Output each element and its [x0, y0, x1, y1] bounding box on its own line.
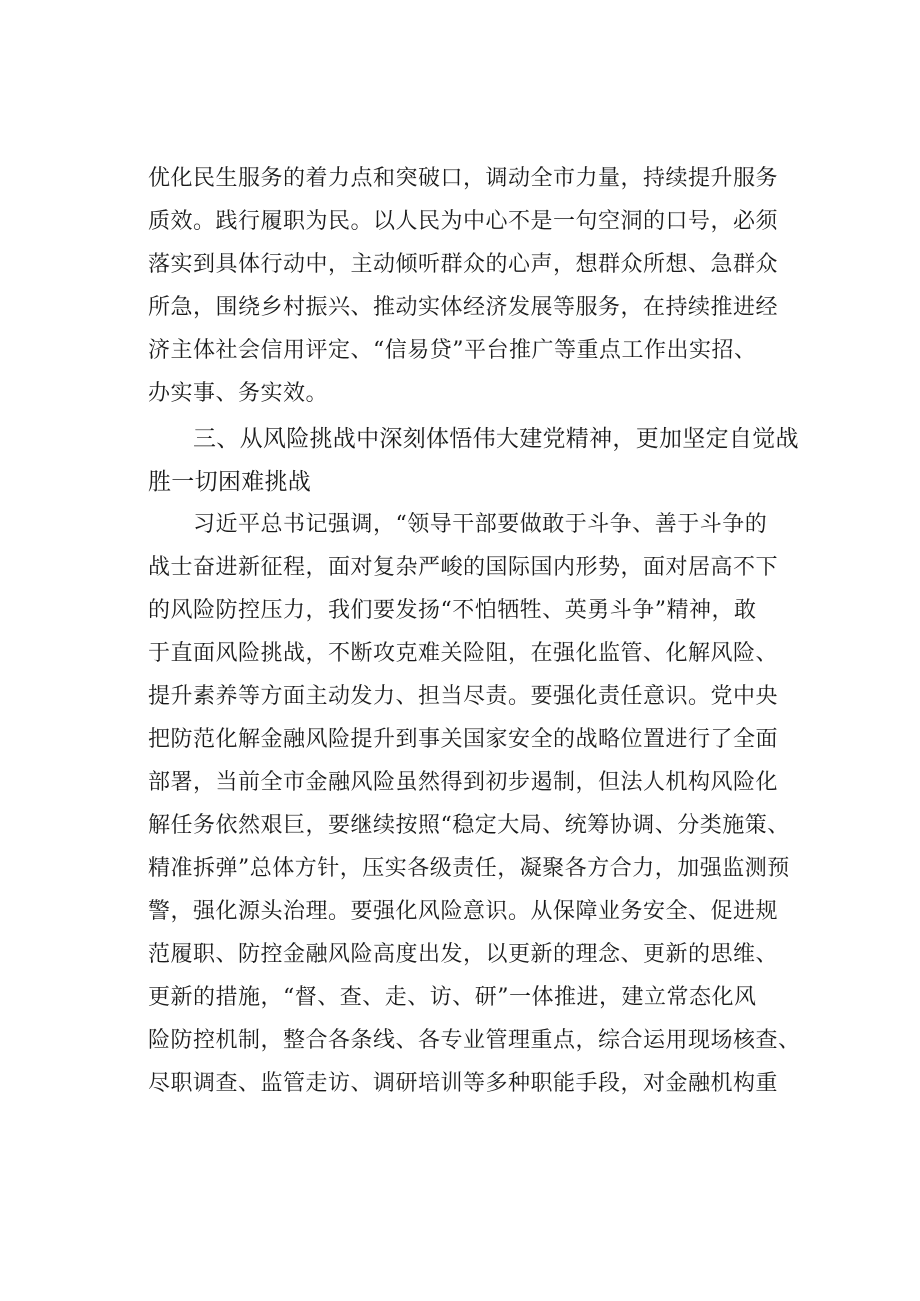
text-line: 的风险防控压力，我们要发扬“不怕牺牲、英勇斗争”精神，敢	[148, 598, 757, 623]
text-line: 警，强化源头治理。要强化风险意识。从保障业务安全、促进规	[148, 899, 779, 924]
text-line: 所急，围绕乡村振兴、推动实体经济发展等服务，在持续推进经	[148, 295, 779, 320]
text-line: 办实事、务实效。	[148, 381, 329, 406]
text-line: 战士奋进新征程，面对复杂严峻的国际国内形势，面对居高不下	[148, 555, 779, 580]
heading-line: 三、从风险挑战中深刻体悟伟大建党精神，更加坚定自觉战	[193, 426, 799, 452]
text-line: 提升素养等方面主动发力、担当尽责。要强化责任意识。党中央	[148, 684, 779, 709]
text-line: 于直面风险挑战，不断攻克难关险阻，在强化监管、化解风险、	[148, 641, 779, 666]
text-line: 济主体社会信用评定、“信易贷”平台推广等重点工作出实招、	[148, 338, 757, 363]
heading-line: 胜一切困难挑战	[148, 469, 312, 495]
text-line: 精准拆弹”总体方针，压实各级责任，凝聚各方合力，加强监测预	[148, 856, 790, 881]
text-line: 解任务依然艰巨，要继续按照“稳定大局、统筹协调、分类施策、	[148, 813, 790, 838]
text-line: 尽职调查、监管走访、调研培训等多种职能手段，对金融机构重	[148, 1071, 779, 1096]
text-line: 险防控机制，整合各条线、各专业管理重点，综合运用现场核查、	[148, 1028, 801, 1053]
text-line: 范履职、防控金融风险高度出发，以更新的理念、更新的思维、	[148, 942, 779, 967]
text-line: 优化民生服务的着力点和突破口，调动全市力量，持续提升服务	[148, 166, 779, 191]
text-line: 质效。践行履职为民。以人民为中心不是一句空洞的口号，必须	[148, 209, 779, 234]
text-line: 更新的措施，“督、查、走、访、研”一体推进，建立常态化风	[148, 985, 757, 1010]
text-line: 习近平总书记强调，“领导干部要做敢于斗争、善于斗争的	[193, 512, 768, 537]
text-line: 把防范化解金融风险提升到事关国家安全的战略位置进行了全面	[148, 727, 779, 752]
text-line: 部署，当前全市金融风险虽然得到初步遏制，但法人机构风险化	[148, 770, 779, 795]
text-line: 落实到具体行动中，主动倾听群众的心声，想群众所想、急群众	[148, 252, 779, 277]
